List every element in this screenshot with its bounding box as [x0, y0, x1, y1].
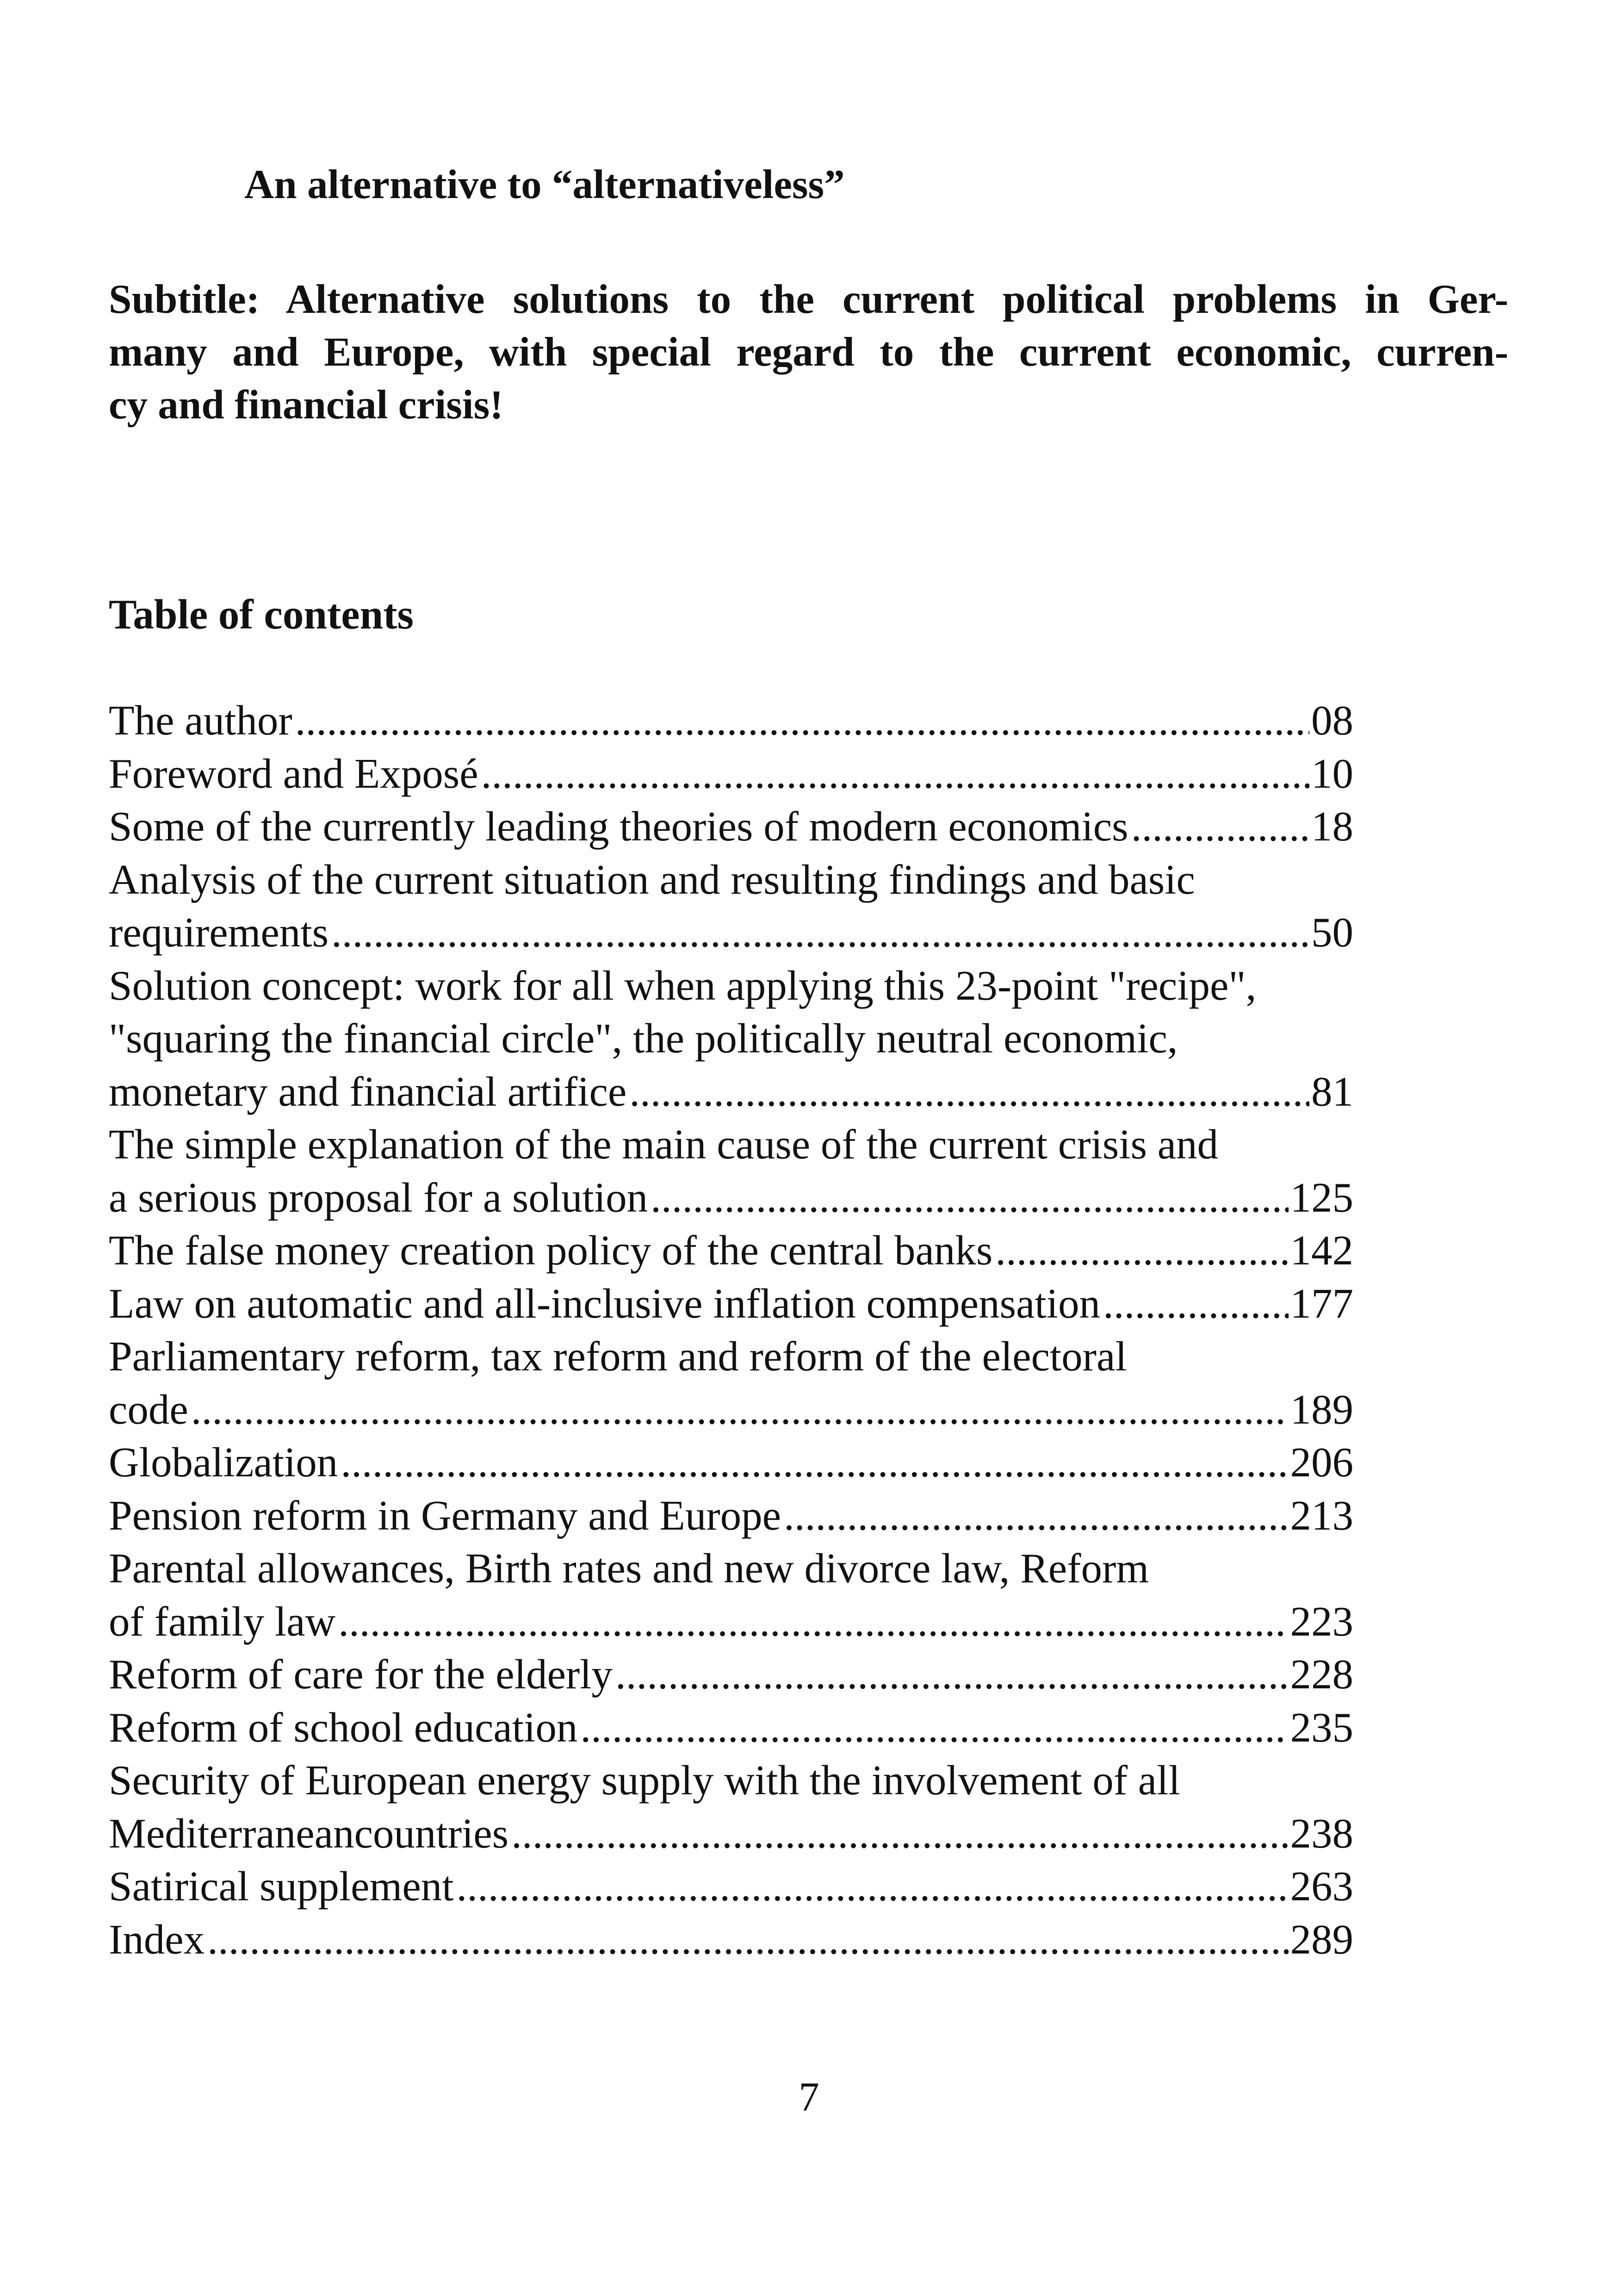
toc-entry-title: Reform of school education	[109, 1704, 578, 1751]
toc-page-number: 263	[1290, 1863, 1353, 1910]
toc-leader-dots	[995, 1224, 1288, 1277]
toc-leader-dots	[481, 747, 1309, 801]
toc-leader-dots	[338, 1595, 1288, 1649]
toc-entry-line	[109, 1277, 1353, 1331]
toc-entry-line	[109, 1542, 1353, 1595]
toc-entry-line	[109, 853, 1353, 907]
toc-entry-line	[109, 1489, 1353, 1543]
toc-entry-title: Index	[109, 1916, 205, 1963]
toc-entry-line	[109, 1701, 1353, 1755]
toc-entry-title: Globalization	[109, 1439, 338, 1486]
toc-entry-line	[109, 1648, 1353, 1701]
toc-page-number: 228	[1290, 1651, 1353, 1698]
toc-entry-title: Security of European energy supply with the involvement of all	[109, 1757, 1180, 1804]
toc-entry-line	[109, 1913, 1353, 1966]
toc-leader-dots	[191, 1383, 1289, 1437]
toc-leader-dots	[629, 1065, 1309, 1119]
toc-leader-dots	[511, 1807, 1288, 1860]
toc-leader-dots	[457, 1860, 1289, 1913]
toc-page-number: 81	[1311, 1068, 1353, 1115]
toc-page-number: 213	[1290, 1492, 1353, 1539]
toc-page-number: 18	[1311, 803, 1353, 850]
toc-entry-title: The simple explanation of the main cause of the current crisis and	[109, 1121, 1219, 1168]
toc-entry-title: Some of the currently leading theories of modern economics	[109, 803, 1128, 850]
toc-entry-line	[109, 959, 1353, 1013]
toc-leader-dots	[615, 1648, 1289, 1701]
toc-entry-title: "squaring the financial circle", the politically neutral economic,	[109, 1015, 1178, 1062]
toc-entry-line	[109, 1065, 1353, 1119]
toc-page-number: 08	[1311, 697, 1353, 744]
toc-entry-line	[109, 747, 1353, 801]
subtitle-line: cy and financial crisis!	[109, 382, 503, 428]
toc-entry-title: Satirical supplement	[109, 1863, 454, 1910]
toc-entry-title: The author	[109, 697, 292, 744]
toc-leader-dots	[341, 1436, 1288, 1489]
toc-page-number: 177	[1290, 1280, 1353, 1327]
toc-leader-dots	[295, 694, 1309, 747]
toc-page-number: 235	[1290, 1704, 1353, 1751]
toc-entry-title: a serious proposal for a solution	[109, 1174, 648, 1221]
toc-entry-line	[109, 1171, 1353, 1225]
toc-entry-line	[109, 1436, 1353, 1489]
toc-entry-title: Parliamentary reform, tax reform and reform of the electoral	[109, 1333, 1127, 1380]
toc-entry-line	[109, 1012, 1353, 1065]
toc-leader-dots	[580, 1701, 1288, 1755]
toc-entry-title: The false money creation policy of the central banks	[109, 1227, 993, 1274]
subtitle-line: many and Europe, with special regard to the current economic, curren-	[109, 330, 1508, 375]
toc-entry-title: code	[109, 1386, 188, 1433]
table-of-contents	[109, 694, 1353, 1966]
toc-entry-title: Analysis of the current situation and resulting findings and basic	[109, 856, 1195, 903]
toc-page-number: 238	[1290, 1810, 1353, 1857]
toc-leader-dots	[1131, 800, 1309, 853]
toc-entry-line	[109, 1224, 1353, 1277]
toc-leader-dots	[331, 906, 1309, 959]
toc-page-number: 10	[1311, 750, 1353, 797]
book-title: An alternative to “alternativeless”	[244, 162, 845, 207]
toc-page-number: 50	[1311, 909, 1353, 956]
toc-entry-line	[109, 694, 1353, 747]
toc-page-number: 206	[1290, 1439, 1353, 1486]
toc-entry-title: Mediterraneancountries	[109, 1810, 509, 1857]
page-number: 7	[799, 2074, 819, 2120]
book-subtitle	[109, 273, 1508, 431]
toc-entry-line	[109, 1860, 1353, 1913]
toc-entry-title: requirements	[109, 909, 329, 956]
toc-heading: Table of contents	[109, 591, 414, 638]
toc-entry-line	[109, 1118, 1353, 1171]
toc-entry-title: monetary and financial artifice	[109, 1068, 627, 1115]
toc-page-number: 125	[1290, 1174, 1353, 1221]
toc-entry-title: Law on automatic and all-inclusive inflation compensation	[109, 1280, 1100, 1327]
toc-entry-line	[109, 800, 1353, 853]
toc-page-number: 189	[1290, 1386, 1353, 1433]
toc-entry-title: Solution concept: work for all when applying this 23-point "recipe",	[109, 962, 1257, 1009]
toc-entry-title: Foreword and Exposé	[109, 750, 478, 797]
toc-leader-dots	[207, 1913, 1288, 1966]
subtitle-line: Subtitle: Alternative solutions to the current political problems in Ger-	[109, 277, 1508, 322]
toc-entry-title: of family law	[109, 1598, 336, 1645]
toc-entry-line	[109, 1807, 1353, 1860]
toc-leader-dots	[651, 1171, 1288, 1225]
toc-entry-title: Pension reform in Germany and Europe	[109, 1492, 781, 1539]
toc-entry-line	[109, 1595, 1353, 1649]
toc-page-number: 289	[1290, 1916, 1353, 1963]
toc-entry-line	[109, 1754, 1353, 1807]
toc-leader-dots	[1103, 1277, 1289, 1331]
toc-entry-title: Parental allowances, Birth rates and new divorce law, Reform	[109, 1545, 1149, 1592]
toc-entry-title: Reform of care for the elderly	[109, 1651, 613, 1698]
toc-page-number: 223	[1290, 1598, 1353, 1645]
toc-entry-line	[109, 1330, 1353, 1383]
toc-page-number: 142	[1290, 1227, 1353, 1274]
toc-entry-line	[109, 906, 1353, 959]
toc-entry-line	[109, 1383, 1353, 1437]
toc-leader-dots	[784, 1489, 1288, 1543]
